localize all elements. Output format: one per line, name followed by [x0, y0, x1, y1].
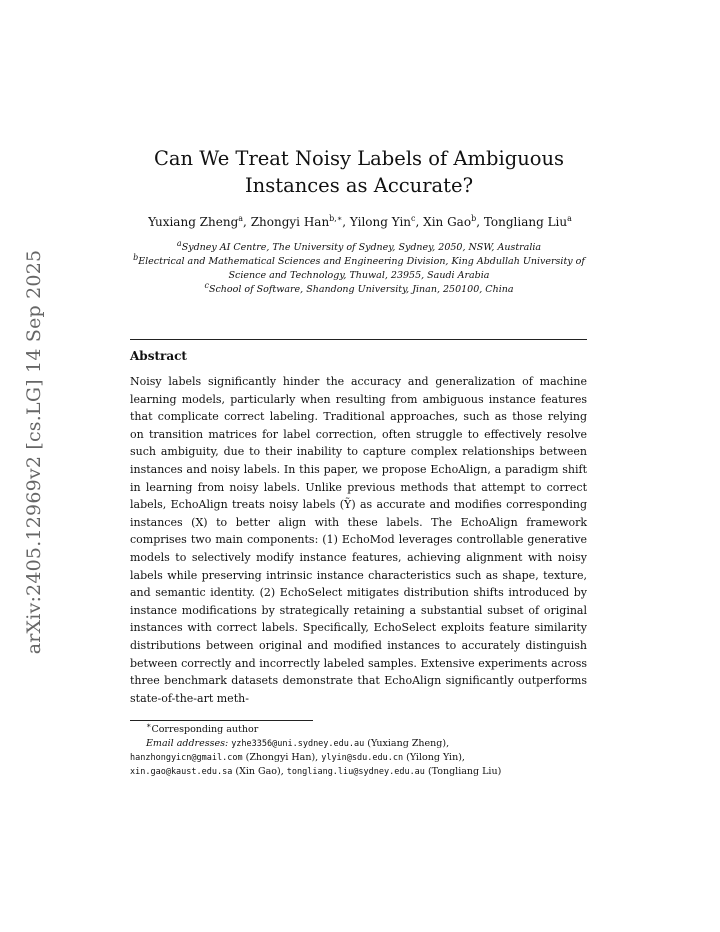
author-name: Yuxiang Zheng: [148, 215, 239, 229]
affiliation-a: [120, 238, 598, 255]
email-owner: (Tongliang Liu): [424, 766, 502, 777]
affiliation-mark: b: [133, 252, 139, 262]
email-owner: (Yilong Yin),: [403, 752, 465, 763]
email-label: Email addresses:: [146, 738, 229, 749]
author-name: Zhongyi Han: [250, 215, 330, 229]
affiliation-text: Electrical and Mathematical Sciences and Engineering Division, King Abdullah University of Science and Technology, Thuwal, 23955, Saudi Arabia: [138, 256, 585, 281]
footnote: [130, 720, 600, 779]
author-separator: ,: [476, 215, 484, 229]
author-affil-mark: a: [567, 214, 572, 223]
corresponding-author-note: [130, 720, 600, 737]
email-address[interactable]: yzhe3356@uni.sydney.edu.au: [231, 739, 365, 749]
author-separator: ,: [342, 215, 350, 229]
email-address[interactable]: hanzhongyicn@gmail.com: [130, 753, 243, 763]
footnote-rule: [130, 720, 313, 721]
email-line-3: [130, 765, 600, 779]
author-name: Tongliang Liu: [483, 215, 568, 229]
author-name: Xin Gao: [423, 215, 472, 229]
affiliation-c: [120, 280, 598, 297]
author-affil-mark: a: [238, 214, 244, 223]
email-owner: (Yuxiang Zheng),: [364, 738, 450, 749]
email-address[interactable]: ylyin@sdu.edu.cn: [321, 753, 404, 763]
corresponding-mark: ∗: [146, 720, 152, 730]
paper-title: Can We Treat Noisy Labels of Ambiguous Instances as Accurate?: [153, 147, 565, 197]
author-list: [110, 214, 610, 230]
email-line-1: [130, 737, 600, 751]
affiliation-text: School of Software, Shandong University, Jinan, 250100, China: [208, 284, 514, 295]
arxiv-side-stamp: arXiv:2405.12969v2 [cs.LG] 14 Sep 2025: [23, 249, 45, 655]
affiliation-list: [120, 238, 598, 297]
email-owner: (Zhongyi Han),: [242, 752, 322, 763]
author-name: Yilong Yin: [349, 215, 412, 229]
email-owner: (Xin Gao),: [232, 766, 287, 777]
corresponding-text: Corresponding author: [151, 724, 259, 735]
email-address[interactable]: xin.gao@kaust.edu.sa: [130, 767, 233, 777]
author-separator: ,: [243, 215, 251, 229]
author-separator: ,: [415, 215, 424, 229]
author-affil-mark: b: [471, 214, 477, 223]
abstract-heading: Abstract: [130, 349, 187, 363]
affiliation-b: [120, 252, 598, 283]
author-affil-mark: b,∗: [329, 214, 343, 223]
affiliation-mark: c: [204, 280, 209, 290]
affiliation-mark: a: [176, 238, 182, 248]
affiliation-text: Sydney AI Centre, The University of Sydney, Sydney, 2050, NSW, Australia: [181, 242, 542, 253]
email-address[interactable]: tongliang.liu@sydney.edu.au: [286, 767, 425, 777]
email-line-2: [130, 751, 600, 765]
abstract-text: Noisy labels significantly hinder the accuracy and generalization of machine learning models, particularly when resulting from ambiguous instance features that complicate correct labeling. Traditional approaches, such as those relying on transition matrices for label correction, often struggle to effectively resolve such ambiguity, due to their inability to capture complex relationships between instances and noisy labels. In this paper, we propose EchoAlign, a paradigm shift in learning from noisy labels. Unlike previous methods that attempt to correct labels, EchoAlign treats noisy labels (Ỹ) as accurate and modifies corresponding instances (X) to better align with these labels. The EchoAlign framework comprises two main components: (1) EchoMod leverages controllable generative models to selectively modify instance features, achieving alignment with noisy labels while preserving intrinsic instance characteristics such as shape, texture, and semantic identity. (2) EchoSelect mitigates distribution shifts introduced by instance modifications by strategically retaining a substantial subset of original instances with correct labels. Specifically, EchoSelect exploits feature similarity distributions between original and modified instances to accurately distinguish between correctly and incorrectly labeled samples. Extensive experiments across three benchmark datasets demonstrate that EchoAlign significantly outperforms state-of-the-art meth-: [130, 375, 587, 705]
author-affil-mark: c: [411, 214, 416, 223]
abstract-top-rule: [130, 339, 587, 340]
